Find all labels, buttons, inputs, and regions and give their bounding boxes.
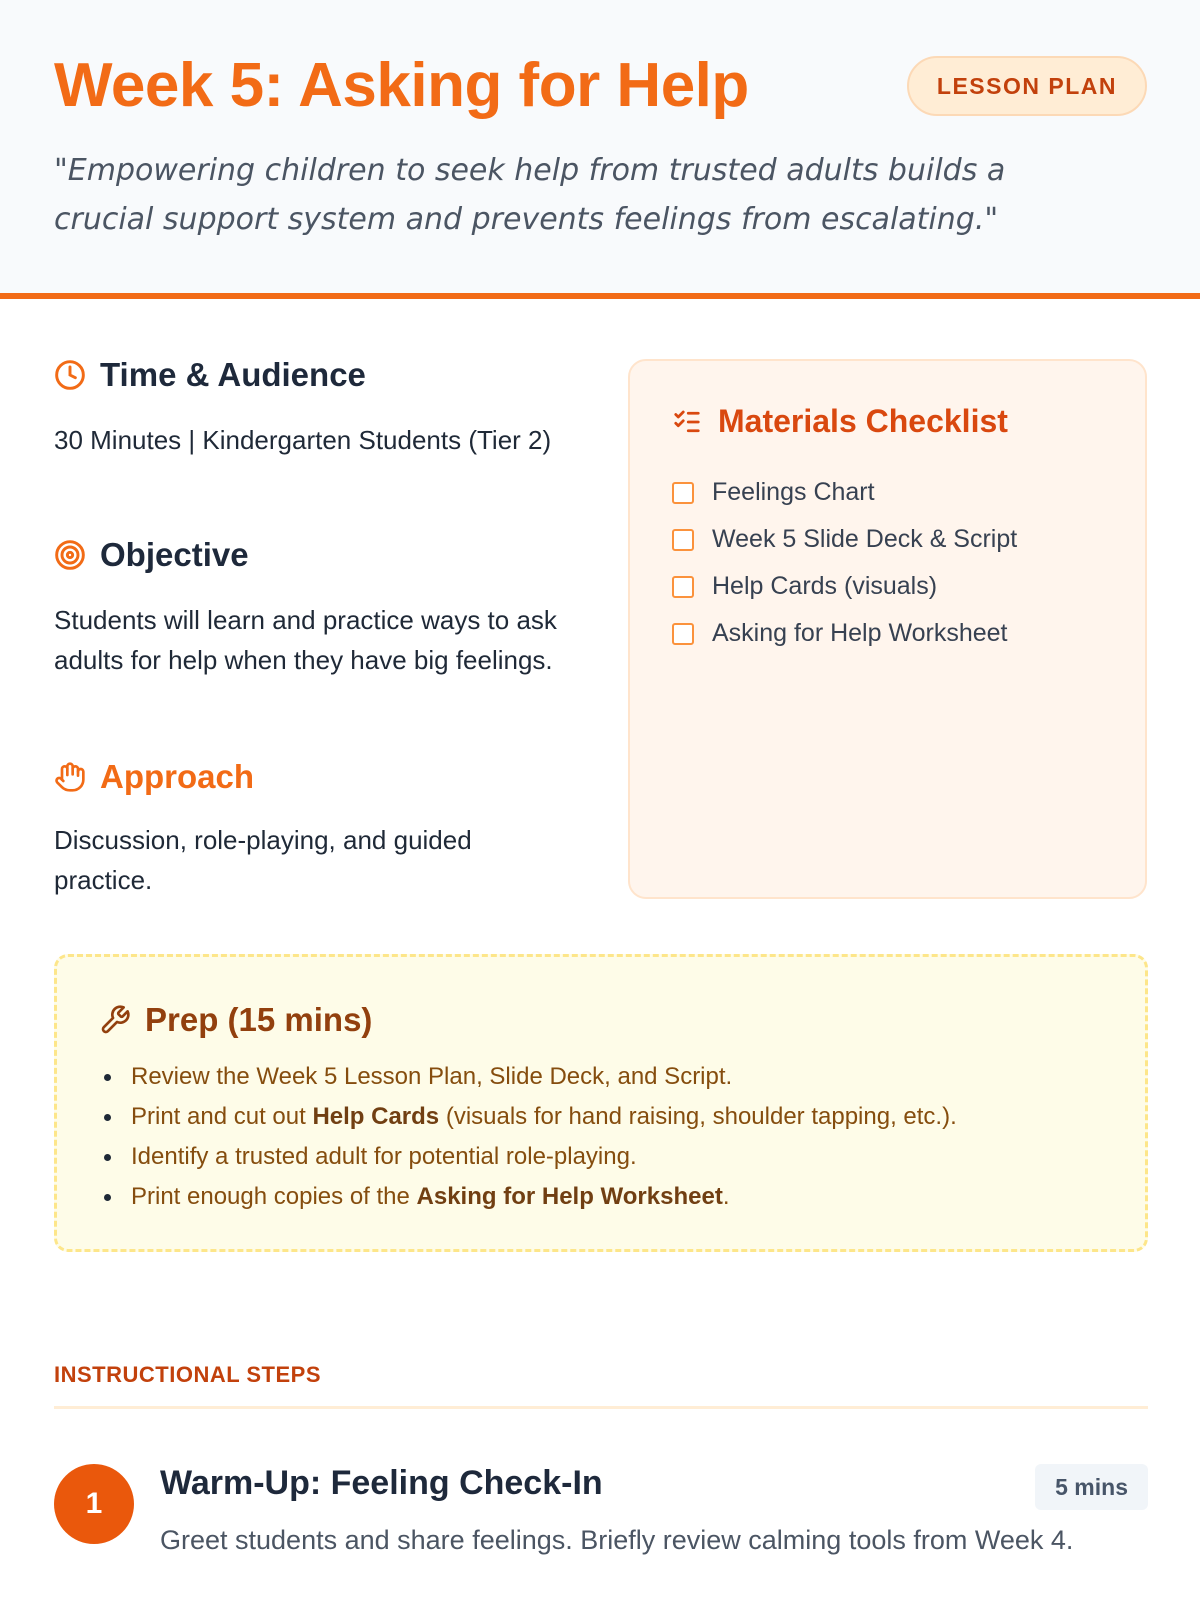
materials-title: Materials Checklist	[718, 403, 1008, 439]
objective-heading	[54, 536, 249, 574]
approach-title: Approach	[100, 758, 255, 795]
header-quote: "Empowering children to seek help from trusted adults builds a crucial support system and prevents feelings from escalating."	[54, 153, 1006, 237]
checkbox[interactable]	[672, 623, 694, 645]
step-description: Greet students and share feelings. Briefly review calming tools from Week 4.	[160, 1525, 1074, 1555]
materials-item[interactable]	[672, 516, 1017, 563]
approach-heading	[54, 758, 254, 796]
page-title: Week 5: Asking for Help	[54, 51, 749, 120]
materials-item-label: Asking for Help Worksheet	[712, 619, 1008, 647]
materials-item[interactable]	[672, 469, 1017, 516]
prep-title: Prep (15 mins)	[145, 1001, 373, 1038]
materials-item-label: Help Cards (visuals)	[712, 572, 938, 600]
clock-icon	[54, 359, 86, 391]
prep-card	[54, 954, 1148, 1252]
wrench-icon	[99, 1004, 131, 1036]
prep-item-text: (visuals for hand raising, shoulder tapping, etc.).	[439, 1103, 957, 1130]
objective-title: Objective	[100, 536, 249, 573]
prep-item-text: Review the Week 5 Lesson Plan, Slide Deck, and Script.	[131, 1063, 733, 1090]
prep-item	[131, 1137, 957, 1177]
materials-item[interactable]	[672, 563, 1017, 610]
materials-item[interactable]	[672, 610, 1017, 657]
checklist-icon	[672, 407, 702, 437]
divider	[54, 1406, 1148, 1409]
instructional-steps-label: INSTRUCTIONAL STEPS	[54, 1362, 322, 1387]
approach-text: Discussion, role-playing, and guided practice.	[54, 825, 472, 895]
time-audience-title: Time & Audience	[100, 356, 366, 393]
time-audience-heading	[54, 356, 366, 394]
prep-list	[131, 1057, 957, 1217]
lesson-plan-badge: LESSON PLAN	[907, 56, 1147, 116]
materials-item-label: Week 5 Slide Deck & Script	[712, 525, 1018, 553]
step-duration-badge: 5 mins	[1035, 1464, 1148, 1510]
step-number-badge: 1	[54, 1464, 134, 1544]
header	[0, 0, 1200, 299]
materials-heading	[672, 403, 1008, 440]
prep-item-text: Identify a trusted adult for potential role-playing.	[131, 1143, 637, 1170]
step-title: Warm-Up: Feeling Check-In	[160, 1464, 603, 1502]
prep-item	[131, 1177, 957, 1217]
objective-text: Students will learn and practice ways to ask adults for help when they have big feelings.	[54, 605, 557, 675]
checkbox[interactable]	[672, 529, 694, 551]
prep-heading	[99, 1001, 372, 1039]
prep-item-bold: Help Cards	[312, 1103, 440, 1130]
prep-item	[131, 1057, 957, 1097]
materials-checklist-card	[628, 359, 1147, 899]
materials-item-label: Feelings Chart	[712, 478, 875, 506]
prep-item-text: Print enough copies of the	[131, 1183, 417, 1210]
hand-icon	[54, 761, 86, 793]
target-icon	[54, 539, 86, 571]
prep-item-text: Print and cut out	[131, 1103, 313, 1130]
checkbox[interactable]	[672, 576, 694, 598]
prep-item-text: .	[722, 1183, 730, 1210]
prep-item	[131, 1097, 957, 1137]
checkbox[interactable]	[672, 482, 694, 504]
time-audience-text: 30 Minutes | Kindergarten Students (Tier 2)	[54, 425, 552, 455]
prep-item-bold: Asking for Help Worksheet	[416, 1183, 723, 1210]
materials-list	[672, 469, 1017, 657]
